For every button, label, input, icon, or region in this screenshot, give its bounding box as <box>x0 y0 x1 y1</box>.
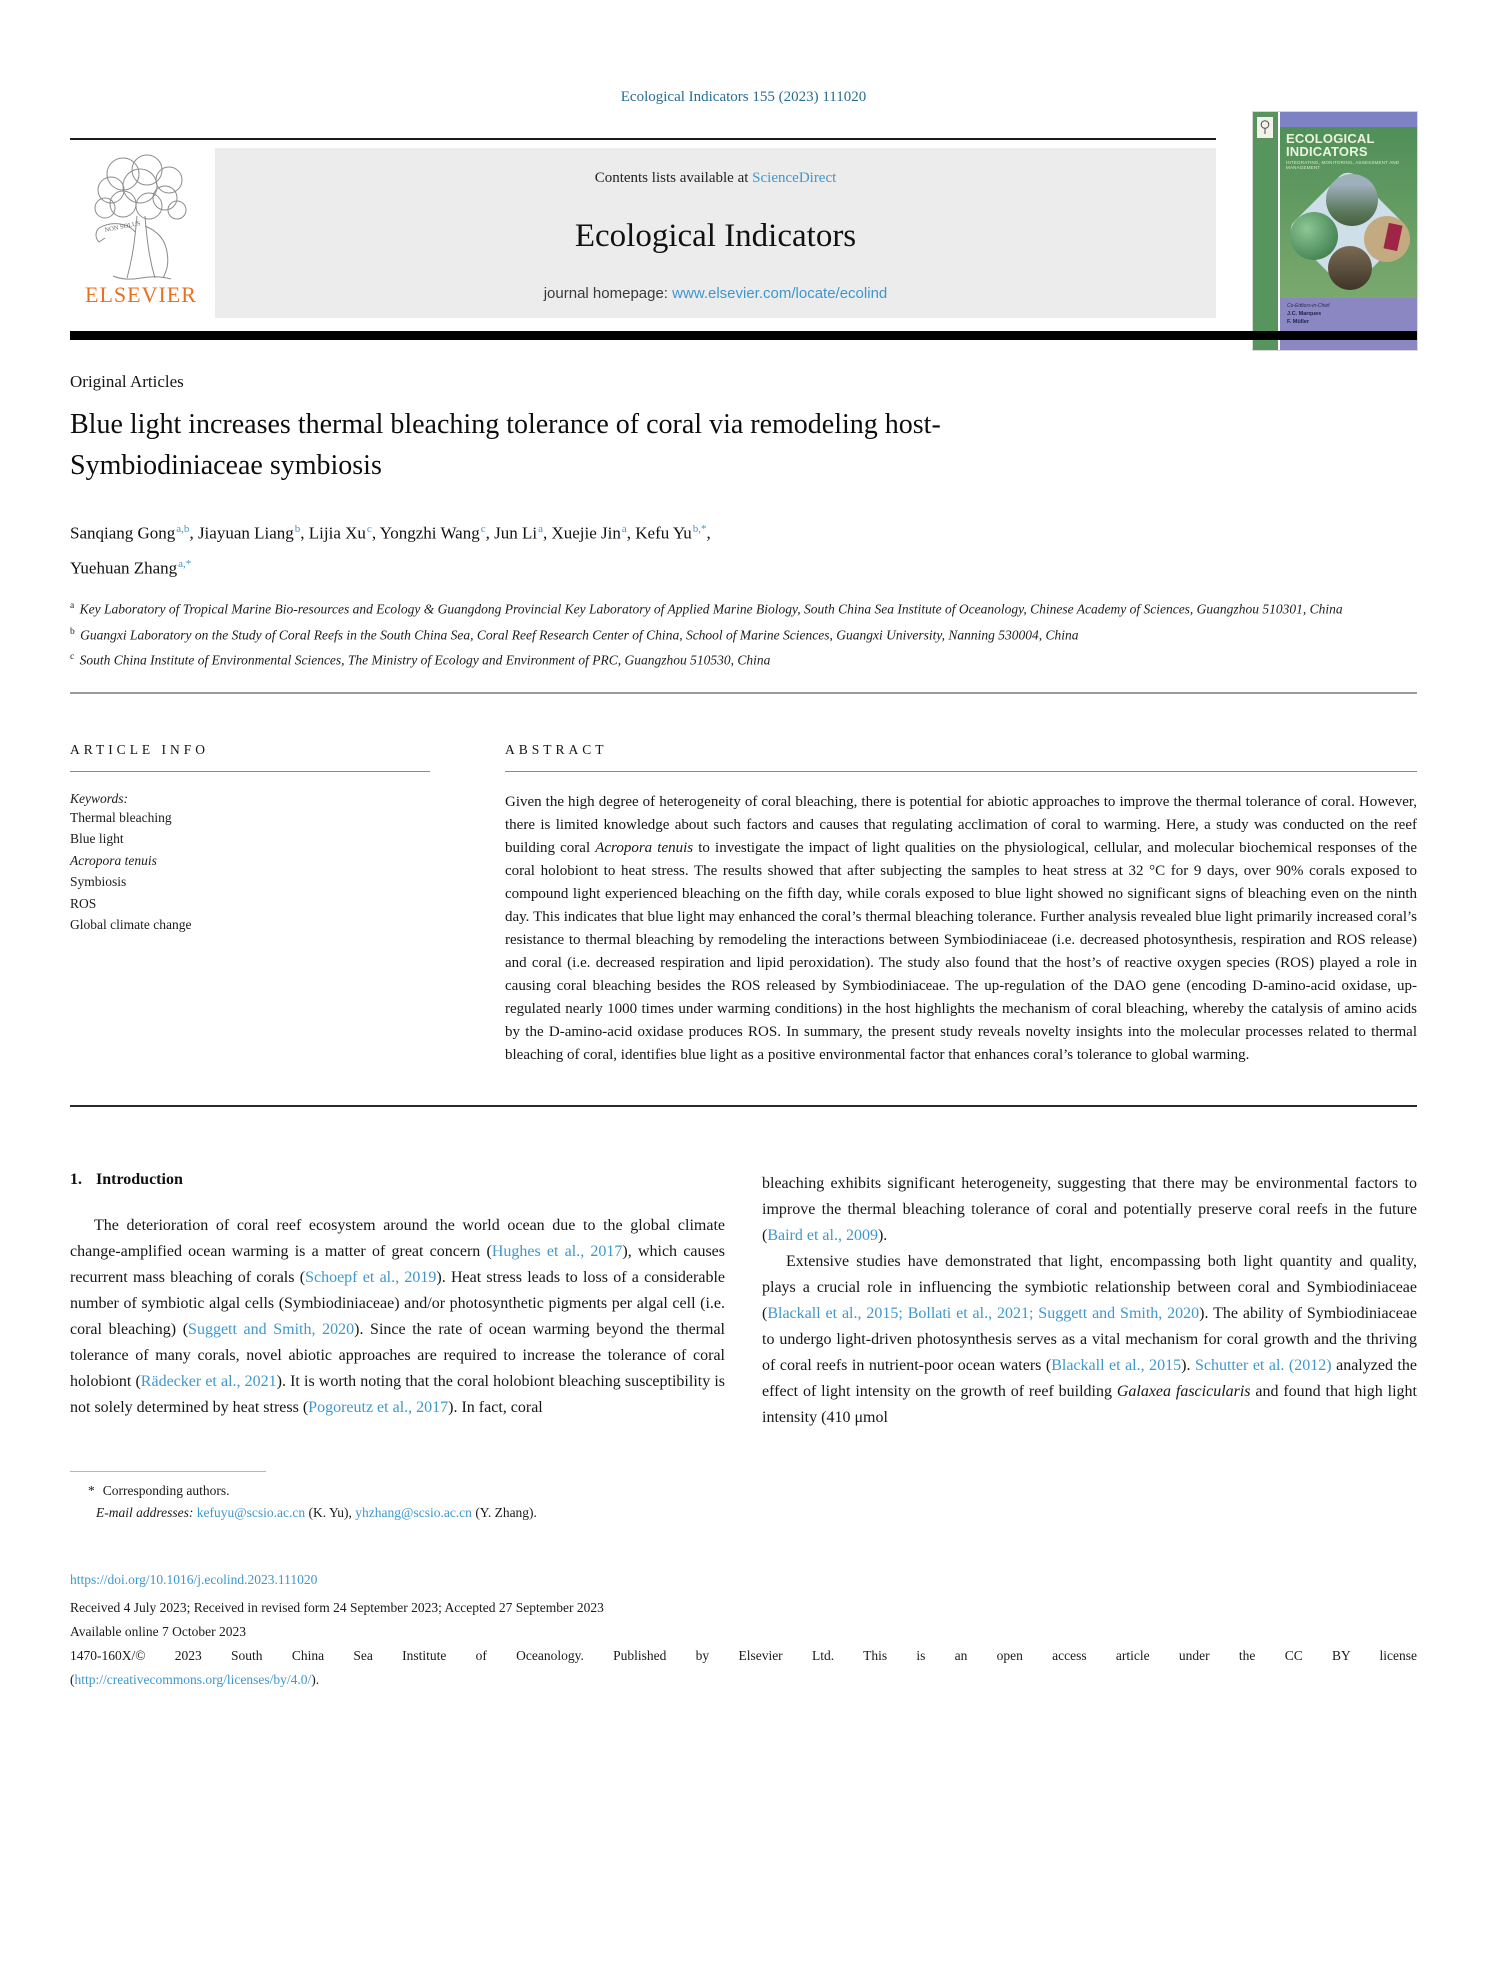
cover-elsevier-mini-logo <box>1257 117 1273 138</box>
keyword-item: Thermal bleaching <box>70 809 172 825</box>
keyword-item: ROS <box>70 895 97 911</box>
email-label: E-mail addresses: <box>96 1504 194 1520</box>
text-run: ). Since the rate of ocean warming beyond the thermal tolerance of many corals, novel abiotic approaches are required to increase the tolerance of coral holobiont ( <box>70 1320 726 1390</box>
author-line-1: Sanqiang Gong$^{a,b}$, Jiayuan Liang$^b$, Lijia Xu$^c$, Yongzhi Wang$^c$, Jun Li$^a$, Xuejie Jin$^a$, Kefu $Yu^{b,*}$, <box>70 523 711 543</box>
info-abstract-section <box>70 694 1417 1067</box>
body-column-right <box>762 1171 1417 1431</box>
author-affiliation-sup: c <box>366 523 372 535</box>
footnote-marker: * <box>88 1482 95 1498</box>
affiliation-sup: b <box>70 626 75 637</box>
elsevier-wordmark: ELSEVIER <box>85 282 197 307</box>
received-dates: Received 4 July 2023; Received in revised form 24 September 2023; Accepted 27 September 2023 <box>70 1599 604 1615</box>
body-columns <box>70 1171 1417 1431</box>
footnote-line <box>70 1480 730 1502</box>
elsevier-tree-icon <box>85 152 197 280</box>
email-link-2[interactable]: yhzhang@scsio.ac.cn <box>355 1504 472 1520</box>
inline-link[interactable]: Hughes et al., 2017 <box>491 1242 623 1260</box>
collage-photo-green-spheres <box>1290 212 1338 260</box>
cover-title-line1: ECOLOGICAL <box>1286 131 1375 146</box>
cover-photo-collage <box>1290 174 1408 290</box>
masthead <box>70 112 1417 350</box>
email-1-suffix: (K. Yu), <box>305 1504 356 1520</box>
copyright-line: 1470-160X/© 2023 South China Sea Institute of Oceanology. Published by Elsevier Ltd. This is an open access article under the CC BY license <box>70 1647 1417 1663</box>
inline-link[interactable]: http://creativecommons.org/licenses/by/4.0/ <box>74 1671 312 1687</box>
journal-title: Ecological Indicators <box>574 217 857 254</box>
article-info-column <box>70 742 430 1067</box>
affiliation-line: $^a$ Key Laboratory of Tropical Marine Bio-resources and Ecology & Guangdong Provincial Key Laboratory of Applied Marine Biology, South China Sea Institute of Oceanology, Chinese Academy of Sciences, Guangzhou 510301, China <box>70 601 1343 617</box>
footnote-emails <box>70 1502 730 1524</box>
author-name: Jiayuan Liang <box>197 523 294 543</box>
text-run: analyzed the effect of light intensity on the growth of reef building <box>762 1356 1417 1400</box>
cover-top-band <box>1280 112 1417 127</box>
text-run: ). In fact, coral <box>448 1398 543 1416</box>
affiliation-line: $^b$ Guangxi Laboratory on the Study of Coral Reefs in the South China Sea, Coral Reef Research Center of China, School of Marine Sciences, Guangxi University, Nanning 530004, China <box>70 626 1079 643</box>
article-info-heading: ARTICLE INFO <box>70 741 210 757</box>
contents-prefix: Contents lists available at <box>594 170 753 186</box>
intro-paragraph-2 <box>762 1249 1417 1431</box>
author-list <box>70 514 1417 583</box>
corresponding-author-footnote <box>70 1471 730 1524</box>
mini-tree-icon <box>1260 120 1270 135</box>
keyword-item: Global climate change <box>70 917 192 933</box>
keyword-item: Blue light <box>70 831 124 847</box>
abstract-rule <box>505 771 1417 772</box>
author-name: Jun Li <box>494 523 538 543</box>
text-run: ). The ability of Symbiodiniaceae to undergo light-driven photosynthesis serves as a vital mechanism for coral growth and the thriving of coral reefs in nutrient-poor ocean waters ( <box>762 1304 1418 1374</box>
inline-link[interactable]: Schutter et al. (2012) <box>1194 1356 1332 1374</box>
intro-heading <box>70 1171 725 1189</box>
affiliation-sup: c <box>70 652 75 663</box>
affiliation-line: $^c$ South China Institute of Environmental Sciences, The Ministry of Ecology and Environment of PRC, Guangzhou 510530, China <box>70 652 771 668</box>
collage-photo-mountain <box>1326 174 1378 226</box>
inline-link[interactable]: Rädecker et al., 2021 <box>140 1372 277 1390</box>
collage-photo-person <box>1328 246 1372 290</box>
homepage-prefix: journal homepage: <box>543 285 673 302</box>
cover-editor-1: J.C. Marques <box>1287 311 1322 317</box>
author-affiliation-sup: c <box>480 523 486 535</box>
license-line <box>70 1668 1417 1692</box>
body-column-left <box>70 1171 725 1431</box>
elsevier-logo <box>70 152 212 308</box>
text-run: bleaching exhibits significant heterogeneity, suggesting that there may be environmental factors to improve the thermal bleaching tolerance of coral and potentially preserve coral reefs in the future ( <box>762 1174 1417 1244</box>
text-run: ). <box>1181 1356 1195 1374</box>
keywords-label: Keywords: <box>70 790 128 806</box>
author-name: Lijia Xu <box>308 523 366 543</box>
author-line-2 <box>70 549 1417 584</box>
masthead-black-bar <box>70 331 1417 340</box>
affiliation-sup: a <box>70 601 75 612</box>
email-link-1[interactable]: kefuyu@scsio.ac.cn <box>196 1504 306 1520</box>
inline-link[interactable]: Blackall et al., 2015 <box>1051 1356 1182 1374</box>
cover-title-line2: INDICATORS <box>1286 144 1368 159</box>
intro-heading-label: Introduction <box>96 1170 183 1188</box>
sciencedirect-link[interactable]: ScienceDirect <box>752 170 837 186</box>
text-run: Given the high degree of heterogeneity of coral bleaching, there is potential for abiotic approaches to improve the thermal tolerance of coral. However, there is limited knowledge about such factors and causes that regulating acclimation of coral to warming. Here, a study was conducted on the reef building coral <box>505 793 1417 856</box>
text-run: ). <box>311 1671 320 1687</box>
abstract-text <box>505 791 1417 1067</box>
author-name: Kefu Yu <box>635 523 692 543</box>
email-2-suffix: (Y. Zhang). <box>471 1504 537 1520</box>
running-head-journal-ref: Ecological Indicators 155 (2023) 111020 <box>620 89 867 105</box>
text-run: Extensive studies have demonstrated that light, encompassing both light quantity and quality, plays a crucial role in influencing the symbiotic relationship between coral and Symbiodiniaceae ( <box>762 1252 1417 1322</box>
intro-paragraph-1-continued <box>762 1171 1417 1249</box>
intro-heading-number: 1. <box>70 1170 82 1188</box>
keyword-item: Acropora tenuis <box>70 852 157 868</box>
author-name: Sanqiang Gong <box>70 523 176 543</box>
cover-bottom-band <box>1280 298 1417 350</box>
cover-body <box>1280 127 1417 298</box>
inline-link[interactable]: Schoepf et al., 2019 <box>305 1268 437 1286</box>
italic-text-run: Acropora tenuis <box>595 839 694 856</box>
text-run: ), which causes recurrent mass bleaching of corals ( <box>70 1242 726 1286</box>
elsevier-motto: NON SOLUS <box>104 220 142 234</box>
text-run: to investigate the impact of light qualities on the physiological, cellular, and molecular biochemical responses of the coral holobiont to heat stress. The results showed that after subjecting the samples to heat stress at 32 °C for 9 days, over 90% corals exposed to compound light experienced bleaching on the fifth day, while corals exposed to blue light showed no significant signs of bleaching even on the ninth day. This indicates that blue light may enhanced the coral’s thermal bleaching tolerance. Further analysis revealed blue light primarily increased coral’s resistance to thermal bleaching by remodeling the interactions between Symbiodiniaceae (i.e. decreased photosynthesis, respiration and ROS release) and coral (i.e. decreased respiration and lipid peroxidation). The study also found that the host’s of reactive oxygen species (ROS) played a role in causing coral bleaching besides the ROS released by Symbiodiniaceae. The up-regulation of the DAO gene (encoding D-amino-acid oxidase, up-regulated nearly 1000 times under warming conditions) in the host highlights the mechanism of coral bleaching, whereby the catalysis of amino acids by the D-amino-acid oxidase produces ROS. In summary, the present study reveals novelty insights into the molecular processes related to thermal bleaching of coral, identifies blue light as a positive environmental factor that enhances coral’s tolerance to global warming. <box>505 839 1417 1063</box>
doi-link[interactable]: https://doi.org/10.1016/j.ecolind.2023.111020 <box>70 1571 318 1587</box>
author-affiliation-sup: b,* <box>692 523 707 535</box>
author-affiliation-sup: a,* <box>178 557 192 570</box>
author-affiliation-sup: b <box>294 523 301 535</box>
cover-left-strip <box>1253 112 1278 350</box>
article-title: Blue light increases thermal bleaching tolerance of coral via remodeling host-Symbiodiniaceae symbiosis <box>70 409 941 481</box>
keywords-list <box>70 807 430 936</box>
cover-subtitle: INTEGRATING, MONITORING, ASSESSMENT AND MANAGEMENT <box>1286 160 1400 170</box>
homepage-link[interactable]: www.elsevier.com/locate/ecolind <box>672 285 888 302</box>
contents-line <box>215 170 1216 187</box>
text-run: ). Heat stress leads to loss of a considerable number of symbiotic algal cells (Symbiodiniaceae) and/or photosynthetic pigments per algal cell (i.e. coral bleaching) ( <box>70 1268 725 1338</box>
cover-editors-label: Co-Editors-in-Chief <box>1287 303 1330 309</box>
available-online: Available online 7 October 2023 <box>70 1623 246 1639</box>
cover-editor-2: F. Müller <box>1287 319 1310 325</box>
inline-link[interactable]: Pogoreutz et al., 2017 <box>308 1398 449 1416</box>
text-run: The deterioration of coral reef ecosystem around the world ocean due to the global climate change-amplified ocean warming is a matter of great concern ( <box>70 1216 725 1260</box>
text-run: ). <box>877 1226 888 1244</box>
article-info-rule <box>70 771 430 772</box>
footnote-text: Corresponding authors. <box>102 1482 230 1498</box>
inline-link[interactable]: Baird et al., 2009 <box>767 1226 878 1244</box>
text-run: and found that high light intensity (410 μmol <box>762 1382 1417 1426</box>
abstract-heading: ABSTRACT <box>505 741 608 757</box>
italic-text-run: Galaxea fascicularis <box>1116 1382 1251 1400</box>
author-name: Yuehuan Zhang <box>70 558 178 578</box>
journal-banner <box>215 148 1216 318</box>
cover-main <box>1280 112 1417 350</box>
homepage-line <box>215 285 1216 302</box>
inline-link[interactable]: Suggett and Smith, 2020 <box>188 1320 355 1338</box>
author-affiliation-sup: a,b <box>176 523 190 535</box>
text-run: ). It is worth noting that the coral holobiont bleaching susceptibility is not solely determined by heat stress ( <box>70 1372 726 1416</box>
collage-photo-book <box>1364 216 1410 262</box>
affiliations <box>70 595 1417 672</box>
abstract-column <box>505 742 1417 1067</box>
footnote-rule <box>70 1471 266 1472</box>
article-footer <box>70 1568 1417 1692</box>
author-affiliation-sup: a <box>621 523 627 535</box>
masthead-top-rule <box>70 138 1216 140</box>
inline-link[interactable]: Blackall et al., 2015; Bollati et al., 2021; Suggett and Smith, 2020 <box>767 1304 1200 1322</box>
article-type-label: Original Articles <box>70 372 184 391</box>
journal-cover-thumbnail <box>1253 112 1417 350</box>
author-name: Xuejie Jin <box>551 523 621 543</box>
intro-paragraph-1 <box>70 1213 725 1421</box>
author-affiliation-sup: a <box>538 523 543 535</box>
abstract-bottom-rule <box>70 1105 1417 1107</box>
keyword-item: Symbiosis <box>70 874 127 890</box>
collage-book-spine <box>1383 223 1402 251</box>
text-run: ( <box>70 1671 75 1687</box>
author-name: Yongzhi Wang <box>379 523 480 543</box>
